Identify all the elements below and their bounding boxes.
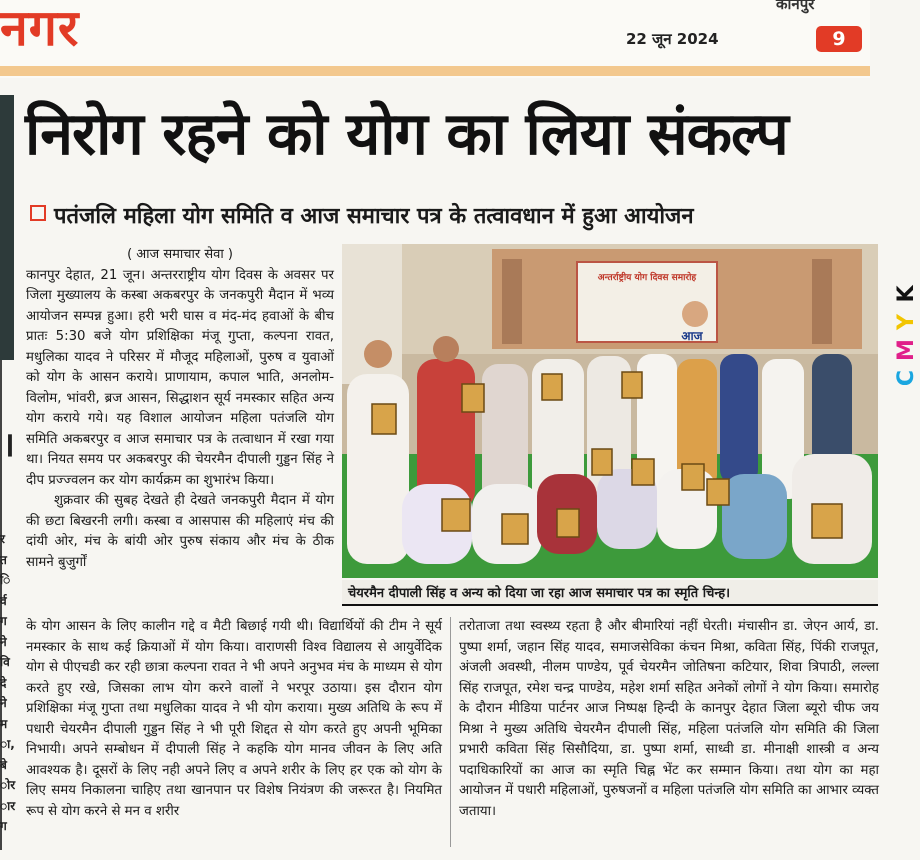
issue-date: 22 जून 2024 bbox=[626, 30, 719, 48]
neighbor-photo-strip bbox=[0, 95, 14, 360]
neighbor-fragment: र bbox=[0, 532, 5, 546]
neighbor-fragment: र्व bbox=[0, 593, 7, 608]
neighbor-fragment: बे bbox=[0, 757, 7, 772]
neighbor-fragment: वि bbox=[0, 655, 10, 669]
cmyk-m: M bbox=[894, 339, 919, 361]
column-divider bbox=[450, 617, 451, 847]
cmyk-print-mark bbox=[896, 280, 920, 420]
neighbor-fragment: ा, bbox=[0, 737, 15, 751]
masthead-rule bbox=[0, 66, 870, 76]
cmyk-y: Y bbox=[894, 314, 919, 330]
neighbor-fragment: ने bbox=[0, 634, 7, 649]
bullet-square-icon bbox=[30, 205, 46, 221]
subheadline-text: पतंजलि महिला योग समिति व आज समाचार पत्र के तत्वावधान में हुआ आयोजन bbox=[54, 204, 694, 229]
article-column-a bbox=[26, 245, 334, 573]
banner-title: अन्तर्राष्ट्रीय योग दिवस समारोह bbox=[597, 273, 697, 283]
neighbor-fragment: दे bbox=[0, 675, 7, 690]
article-column-c: तरोताजा तथा स्वस्थ्य रहता है और बीमारियां नहीं घेरती। मंचासीन डा. जेएन आर्य, डा. पुष्पा शर्मा, जहान सिंह यादव, समाजसेविका कंचन मिश्रा, कविता सिंह, पिंकी राजपूत, अंजली अवस्थी, नीलम पाण्डेय, पूर्व चेयरमैन जोतिषना कटियार, शिवा त्रिपाठी, लल्ला सिंह राजपूत, रमेश चन्द्र पाण्डेय, महेश शर्मा सहित अनेकों लोगों ने योग किया। समारोह के दौरान मीडिया पार्टनर आज निष्पक्ष हिन्दी के कानपुर देहात जिला ब्यूरो चीफ जय मिश्रा ने मुख्य अतिथि चेयरमैन दीपाली सिंह, महिला पतंजलि योग समिति की जिला प्रभारी कविता सिंह सिसौदिया, डा. पुष्पा शर्मा, साध्वी डा. मीनाक्षी शास्त्री व अन्य पदाधिकारियों का आज का स्मृति चिह्न भेंट कर सम्मान किया। तथा योग का महा आयोजन में पधारी महिलाओं, पुरुषजनों व महिला पतंजलि योग समिति का आभार व्यक्त जताया। bbox=[459, 619, 879, 819]
edition-city: कानपुर bbox=[776, 0, 815, 13]
event-photo bbox=[342, 244, 878, 578]
cmyk-c: C bbox=[894, 369, 919, 387]
page-number-badge: 9 bbox=[816, 26, 862, 52]
news-agency-credit: ( आज समाचार सेवा ) bbox=[127, 247, 233, 262]
neighbor-fragment: ार bbox=[0, 798, 16, 813]
neighbor-fragment: म bbox=[0, 716, 8, 731]
cmyk-k: K bbox=[894, 285, 919, 303]
neighbor-fragment: त bbox=[0, 552, 7, 567]
neighbor-fragment: ग bbox=[0, 819, 7, 833]
banner-brand: आज bbox=[681, 329, 703, 343]
neighbor-fragment: ि bbox=[0, 573, 11, 587]
article-subheadline bbox=[30, 200, 890, 230]
group-photo-illustration bbox=[342, 244, 878, 578]
neighbor-fragment: ग bbox=[0, 614, 7, 628]
neighbor-fragment: ोर bbox=[0, 778, 16, 792]
neighbor-headline-fragment: । bbox=[2, 425, 15, 465]
article-paragraph-2: शुक्रवार की सुबह देखते ही देखते जनकपुरी मैदान में योग की छटा बिखरनी लगी। कस्बा व आसपास की महिलाएं मंच की दांयी ओर, मंच के बांयी ओर पुरुष संकाय और मंच के ठीक सामने बुजुर्गों bbox=[26, 493, 334, 570]
photo-caption: चेयरमैन दीपाली सिंह व अन्य को दिया जा रहा आज समाचार पत्र का स्मृति चिन्ह। bbox=[342, 580, 878, 606]
article-column-b: के योग आसन के लिए कालीन गद्दे व मैटी बिछाई गयी थी। विद्यार्थियों की टीम ने सूर्य नमस्कार के साथ कई क्रियाओं में योग किया। वाराणसी विश्व विद्यालय से आयुर्वेदिक योग से पीएचडी कर रही छात्रा कल्पना रावत ने भी अपने अनुभव मंच के माध्यम से योग करते हुए रखे, जिसका लाभ योग करने वालों ने भरपूर उठाया। इस दौरान योग प्रशिक्षिका मंजू गुप्ता तथा मधुलिका यादव ने भी योग कराया। मुख्य अतिथि के रूप में पधारी चेयरमैन दीपाली गुड्डन सिंह ने भी पूरी शिद्दत से योग करते हुए अपनी भूमिका निभायी। अपने सम्बोधन में दीपाली सिंह ने कहकि योग मानव जीवन के लिए अति आवश्यक है। दूसरों के लिए नही अपने लिए व अपने शरीर के लिए हर एक को योग के लिए समय निकालना चाहिए तथा खानपान पर विशेष नियंत्रण की जरूरत है। नियमित रूप से योग करने से मन व शरीर bbox=[26, 619, 442, 819]
article-headline: निरोग रहने को योग का लिया संकल्प bbox=[25, 99, 788, 168]
neighbor-fragment: ने bbox=[0, 696, 7, 710]
article-paragraph-1: कानपुर देहात, 21 जून। अन्तरराष्ट्रीय योग दिवस के अवसर पर जिला मुख्यालय के कस्बा अकबरपुर के जनकपुरी मैदान में भव्य आयोजन सम्पन्न हुआ। हरी भरी घास व मंद-मंद हवाओं के बीच प्रातः 5:30 बजे योग प्रशिक्षिका मंजू गुप्ता, कल्पना रावत, मधुलिका यादव ने परिसर में मौजूद महिलाओं, पुरुष व युवाओं को योग के आसन कराये। प्राणायाम, कपाल भाति, अनलोम-विलोम, भांवरी, ब्रज आसन, सिद्धाशन सूर्य नमस्कार सहित अन्य योग कराये गये। यह विशाल आयोजन महिला पतंजलि योग समिति अकबरपुर व आज समाचार पत्र के तत्वाधान में रखा गया था। नियत समय पर अकबरपुर की चेयरमैन दीपाली गुड्डन सिंह ने दीप प्रज्ज्वलन कर योग कार्यक्रम का शुभारंभ किया। bbox=[26, 267, 334, 488]
masthead bbox=[0, 0, 870, 78]
newspaper-logo: नगर bbox=[0, 0, 80, 57]
